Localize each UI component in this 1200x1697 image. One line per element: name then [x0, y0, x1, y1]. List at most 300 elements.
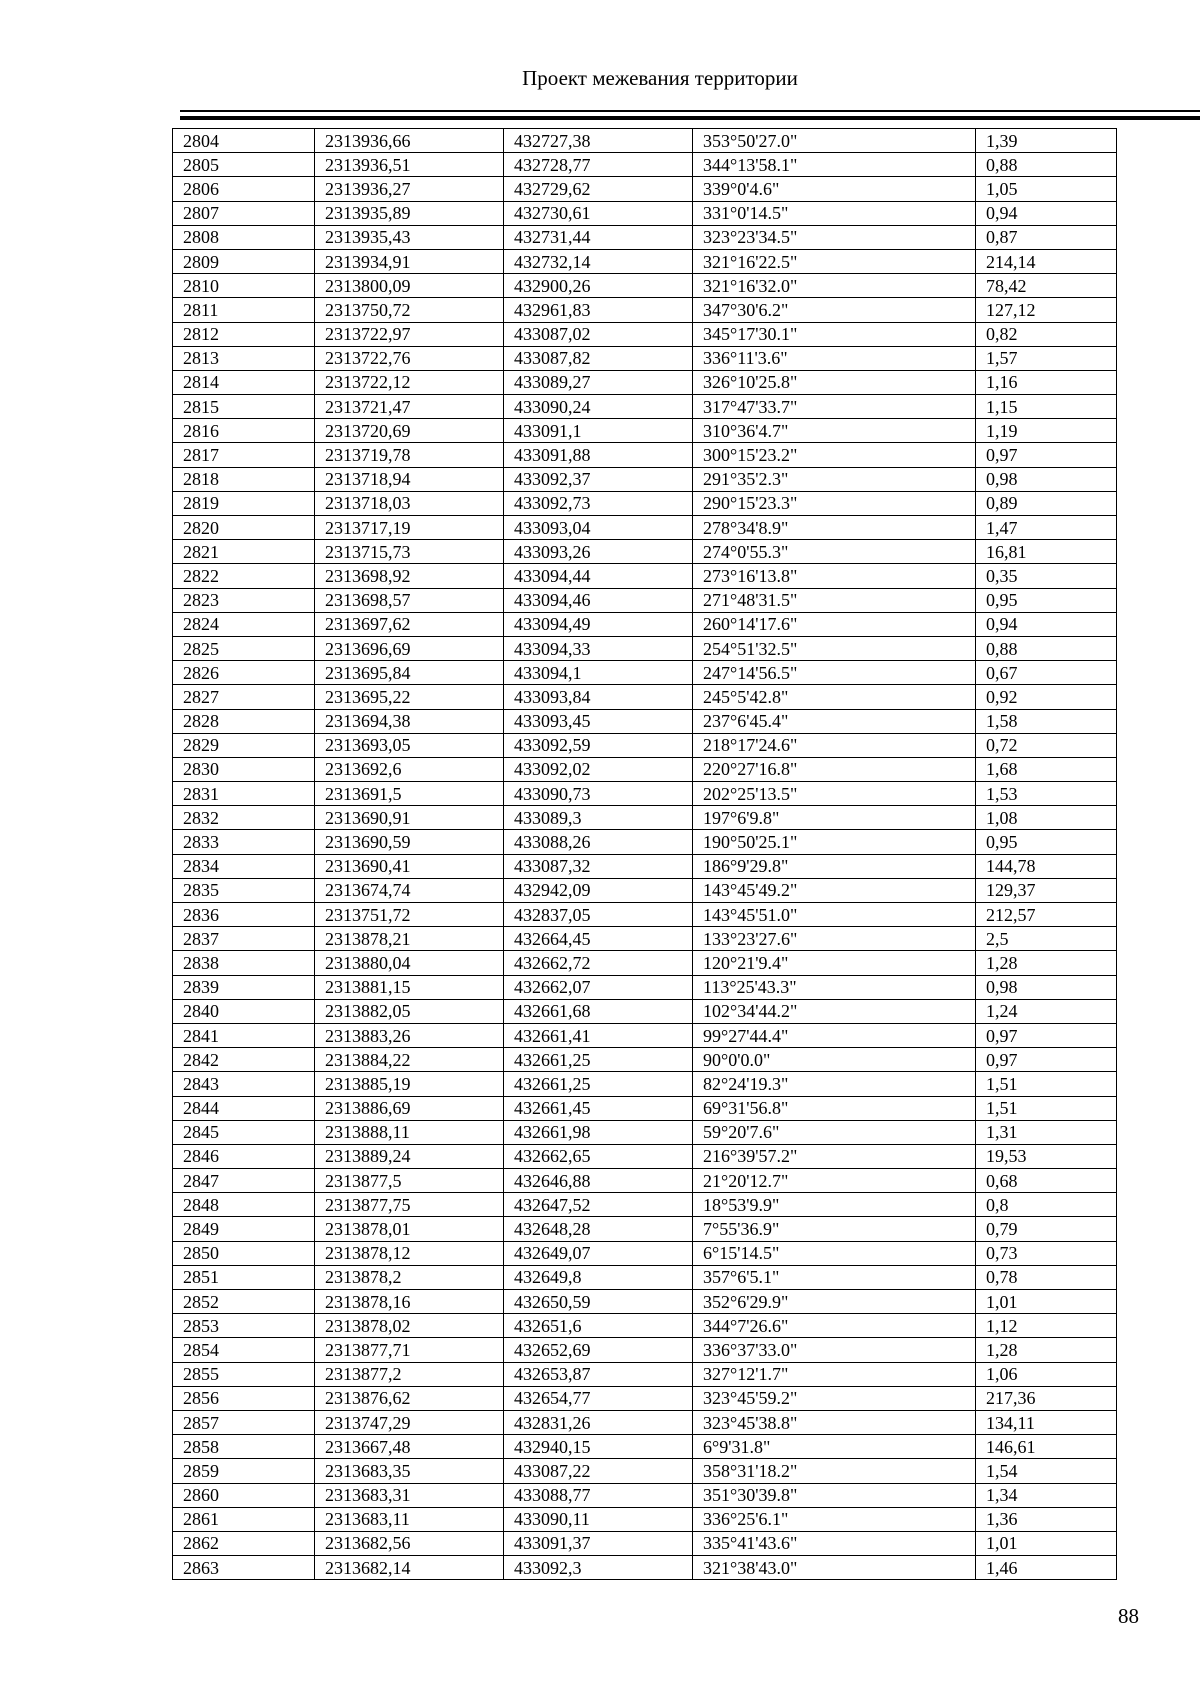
point-number-cell: 2862 [173, 1531, 315, 1555]
table-row [173, 298, 1117, 322]
point-number-cell: 2805 [173, 153, 315, 177]
point-number-cell: 2850 [173, 1241, 315, 1265]
page-number: 88 [1118, 1604, 1139, 1628]
y-coordinate-cell: 432649,8 [504, 1265, 693, 1289]
x-coordinate-cell: 2313878,16 [315, 1290, 504, 1314]
distance-cell: 1,57 [976, 346, 1117, 370]
point-number-cell: 2840 [173, 999, 315, 1023]
x-coordinate-cell: 2313750,72 [315, 298, 504, 322]
table-row [173, 1459, 1117, 1483]
bearing-cell: 143°45'49.2" [693, 878, 976, 902]
y-coordinate-cell: 433094,49 [504, 612, 693, 636]
bearing-cell: 190°50'25.1" [693, 830, 976, 854]
x-coordinate-cell: 2313718,03 [315, 491, 504, 515]
bearing-cell: 344°7'26.6" [693, 1314, 976, 1338]
x-coordinate-cell: 2313674,74 [315, 878, 504, 902]
distance-cell: 1,15 [976, 395, 1117, 419]
point-number-cell: 2839 [173, 975, 315, 999]
x-coordinate-cell: 2313886,69 [315, 1096, 504, 1120]
distance-cell: 0,73 [976, 1241, 1117, 1265]
point-number-cell: 2824 [173, 612, 315, 636]
x-coordinate-cell: 2313718,94 [315, 467, 504, 491]
table-row [173, 395, 1117, 419]
x-coordinate-cell: 2313880,04 [315, 951, 504, 975]
x-coordinate-cell: 2313935,43 [315, 225, 504, 249]
coordinates-table [172, 128, 1117, 1580]
y-coordinate-cell: 433093,84 [504, 685, 693, 709]
y-coordinate-cell: 432728,77 [504, 153, 693, 177]
distance-cell: 214,14 [976, 249, 1117, 273]
point-number-cell: 2817 [173, 443, 315, 467]
y-coordinate-cell: 433089,3 [504, 806, 693, 830]
bearing-cell: 336°37'33.0" [693, 1338, 976, 1362]
table-row [173, 1435, 1117, 1459]
y-coordinate-cell: 433087,02 [504, 322, 693, 346]
distance-cell: 1,28 [976, 1338, 1117, 1362]
x-coordinate-cell: 2313936,51 [315, 153, 504, 177]
point-number-cell: 2828 [173, 709, 315, 733]
y-coordinate-cell: 433087,32 [504, 854, 693, 878]
x-coordinate-cell: 2313697,62 [315, 612, 504, 636]
distance-cell: 1,51 [976, 1096, 1117, 1120]
y-coordinate-cell: 432651,6 [504, 1314, 693, 1338]
distance-cell: 0,88 [976, 153, 1117, 177]
distance-cell: 217,36 [976, 1386, 1117, 1410]
table-row [173, 951, 1117, 975]
table-row [173, 1531, 1117, 1555]
point-number-cell: 2859 [173, 1459, 315, 1483]
bearing-cell: 352°6'29.9" [693, 1290, 976, 1314]
distance-cell: 0,98 [976, 467, 1117, 491]
bearing-cell: 113°25'43.3" [693, 975, 976, 999]
point-number-cell: 2843 [173, 1072, 315, 1096]
table-row [173, 370, 1117, 394]
point-number-cell: 2825 [173, 636, 315, 660]
bearing-cell: 21°20'12.7" [693, 1169, 976, 1193]
bearing-cell: 237°6'45.4" [693, 709, 976, 733]
x-coordinate-cell: 2313667,48 [315, 1435, 504, 1459]
bearing-cell: 358°31'18.2" [693, 1459, 976, 1483]
y-coordinate-cell: 433091,1 [504, 419, 693, 443]
x-coordinate-cell: 2313693,05 [315, 733, 504, 757]
table-row [173, 1386, 1117, 1410]
table-row [173, 1314, 1117, 1338]
y-coordinate-cell: 432664,45 [504, 927, 693, 951]
bearing-cell: 18°53'9.9" [693, 1193, 976, 1217]
table-row [173, 1241, 1117, 1265]
table-row [173, 806, 1117, 830]
x-coordinate-cell: 2313883,26 [315, 1023, 504, 1047]
page-header [0, 66, 1200, 91]
table-row [173, 322, 1117, 346]
table-row [173, 1362, 1117, 1386]
table-row [173, 999, 1117, 1023]
point-number-cell: 2829 [173, 733, 315, 757]
bearing-cell: 327°12'1.7" [693, 1362, 976, 1386]
x-coordinate-cell: 2313878,12 [315, 1241, 504, 1265]
distance-cell: 0,95 [976, 830, 1117, 854]
distance-cell: 1,05 [976, 177, 1117, 201]
bearing-cell: 186°9'29.8" [693, 854, 976, 878]
y-coordinate-cell: 433094,1 [504, 661, 693, 685]
bearing-cell: 6°9'31.8" [693, 1435, 976, 1459]
x-coordinate-cell: 2313751,72 [315, 903, 504, 927]
x-coordinate-cell: 2313690,41 [315, 854, 504, 878]
y-coordinate-cell: 433088,26 [504, 830, 693, 854]
distance-cell: 1,16 [976, 370, 1117, 394]
x-coordinate-cell: 2313691,5 [315, 782, 504, 806]
y-coordinate-cell: 433087,22 [504, 1459, 693, 1483]
distance-cell: 78,42 [976, 274, 1117, 298]
bearing-cell: 335°41'43.6" [693, 1531, 976, 1555]
x-coordinate-cell: 2313683,35 [315, 1459, 504, 1483]
y-coordinate-cell: 432652,69 [504, 1338, 693, 1362]
y-coordinate-cell: 432661,45 [504, 1096, 693, 1120]
point-number-cell: 2832 [173, 806, 315, 830]
point-number-cell: 2822 [173, 564, 315, 588]
y-coordinate-cell: 432730,61 [504, 201, 693, 225]
distance-cell: 0,97 [976, 1048, 1117, 1072]
bearing-cell: 216°39'57.2" [693, 1144, 976, 1168]
distance-cell: 1,31 [976, 1120, 1117, 1144]
bearing-cell: 202°25'13.5" [693, 782, 976, 806]
y-coordinate-cell: 433090,73 [504, 782, 693, 806]
distance-cell: 0,98 [976, 975, 1117, 999]
distance-cell: 1,68 [976, 757, 1117, 781]
table-row [173, 878, 1117, 902]
y-coordinate-cell: 432653,87 [504, 1362, 693, 1386]
point-number-cell: 2851 [173, 1265, 315, 1289]
point-number-cell: 2853 [173, 1314, 315, 1338]
bearing-cell: 310°36'4.7" [693, 419, 976, 443]
x-coordinate-cell: 2313888,11 [315, 1120, 504, 1144]
bearing-cell: 120°21'9.4" [693, 951, 976, 975]
point-number-cell: 2810 [173, 274, 315, 298]
table-row [173, 516, 1117, 540]
table-row [173, 1217, 1117, 1241]
bearing-cell: 326°10'25.8" [693, 370, 976, 394]
bearing-cell: 220°27'16.8" [693, 757, 976, 781]
point-number-cell: 2814 [173, 370, 315, 394]
bearing-cell: 260°14'17.6" [693, 612, 976, 636]
x-coordinate-cell: 2313722,12 [315, 370, 504, 394]
x-coordinate-cell: 2313877,75 [315, 1193, 504, 1217]
point-number-cell: 2820 [173, 516, 315, 540]
y-coordinate-cell: 433090,24 [504, 395, 693, 419]
point-number-cell: 2808 [173, 225, 315, 249]
distance-cell: 0,72 [976, 733, 1117, 757]
distance-cell: 127,12 [976, 298, 1117, 322]
bearing-cell: 339°0'4.6" [693, 177, 976, 201]
y-coordinate-cell: 433094,33 [504, 636, 693, 660]
table-row [173, 201, 1117, 225]
y-coordinate-cell: 432654,77 [504, 1386, 693, 1410]
y-coordinate-cell: 433092,02 [504, 757, 693, 781]
point-number-cell: 2806 [173, 177, 315, 201]
table-row [173, 636, 1117, 660]
y-coordinate-cell: 432729,62 [504, 177, 693, 201]
distance-cell: 0,35 [976, 564, 1117, 588]
y-coordinate-cell: 433088,77 [504, 1483, 693, 1507]
x-coordinate-cell: 2313722,97 [315, 322, 504, 346]
table-row [173, 564, 1117, 588]
x-coordinate-cell: 2313884,22 [315, 1048, 504, 1072]
distance-cell: 0,82 [976, 322, 1117, 346]
table-row [173, 903, 1117, 927]
bearing-cell: 323°23'34.5" [693, 225, 976, 249]
bearing-cell: 291°35'2.3" [693, 467, 976, 491]
x-coordinate-cell: 2313889,24 [315, 1144, 504, 1168]
x-coordinate-cell: 2313690,91 [315, 806, 504, 830]
distance-cell: 0,97 [976, 1023, 1117, 1047]
point-number-cell: 2813 [173, 346, 315, 370]
distance-cell: 1,01 [976, 1531, 1117, 1555]
y-coordinate-cell: 433090,11 [504, 1507, 693, 1531]
point-number-cell: 2847 [173, 1169, 315, 1193]
distance-cell: 1,28 [976, 951, 1117, 975]
y-coordinate-cell: 433091,88 [504, 443, 693, 467]
x-coordinate-cell: 2313719,78 [315, 443, 504, 467]
distance-cell: 0,78 [976, 1265, 1117, 1289]
distance-cell: 0,68 [976, 1169, 1117, 1193]
bearing-cell: 7°55'36.9" [693, 1217, 976, 1241]
point-number-cell: 2833 [173, 830, 315, 854]
x-coordinate-cell: 2313936,27 [315, 177, 504, 201]
page-title: Проект межевания территории [522, 66, 798, 90]
bearing-cell: 59°20'7.6" [693, 1120, 976, 1144]
point-number-cell: 2827 [173, 685, 315, 709]
bearing-cell: 353°50'27.0" [693, 129, 976, 153]
y-coordinate-cell: 432647,52 [504, 1193, 693, 1217]
x-coordinate-cell: 2313694,38 [315, 709, 504, 733]
bearing-cell: 357°6'5.1" [693, 1265, 976, 1289]
table-row [173, 612, 1117, 636]
table-row [173, 1265, 1117, 1289]
header-rule-thin [180, 110, 1200, 112]
y-coordinate-cell: 433094,46 [504, 588, 693, 612]
table-row [173, 854, 1117, 878]
table-row [173, 467, 1117, 491]
y-coordinate-cell: 433093,45 [504, 709, 693, 733]
point-number-cell: 2830 [173, 757, 315, 781]
x-coordinate-cell: 2313885,19 [315, 1072, 504, 1096]
distance-cell: 0,95 [976, 588, 1117, 612]
point-number-cell: 2856 [173, 1386, 315, 1410]
distance-cell: 129,37 [976, 878, 1117, 902]
x-coordinate-cell: 2313878,01 [315, 1217, 504, 1241]
bearing-cell: 6°15'14.5" [693, 1241, 976, 1265]
distance-cell: 1,51 [976, 1072, 1117, 1096]
point-number-cell: 2852 [173, 1290, 315, 1314]
y-coordinate-cell: 433092,73 [504, 491, 693, 515]
x-coordinate-cell: 2313882,05 [315, 999, 504, 1023]
y-coordinate-cell: 432646,88 [504, 1169, 693, 1193]
x-coordinate-cell: 2313722,76 [315, 346, 504, 370]
point-number-cell: 2812 [173, 322, 315, 346]
table-row [173, 1144, 1117, 1168]
x-coordinate-cell: 2313936,66 [315, 129, 504, 153]
bearing-cell: 133°23'27.6" [693, 927, 976, 951]
point-number-cell: 2855 [173, 1362, 315, 1386]
table-row [173, 491, 1117, 515]
distance-cell: 0,94 [976, 201, 1117, 225]
bearing-cell: 197°6'9.8" [693, 806, 976, 830]
point-number-cell: 2854 [173, 1338, 315, 1362]
x-coordinate-cell: 2313683,11 [315, 1507, 504, 1531]
y-coordinate-cell: 432837,05 [504, 903, 693, 927]
x-coordinate-cell: 2313877,5 [315, 1169, 504, 1193]
point-number-cell: 2836 [173, 903, 315, 927]
x-coordinate-cell: 2313720,69 [315, 419, 504, 443]
distance-cell: 1,34 [976, 1483, 1117, 1507]
distance-cell: 0,8 [976, 1193, 1117, 1217]
point-number-cell: 2838 [173, 951, 315, 975]
y-coordinate-cell: 432900,26 [504, 274, 693, 298]
x-coordinate-cell: 2313717,19 [315, 516, 504, 540]
bearing-cell: 300°15'23.2" [693, 443, 976, 467]
distance-cell: 1,01 [976, 1290, 1117, 1314]
bearing-cell: 254°51'32.5" [693, 636, 976, 660]
table-row [173, 927, 1117, 951]
point-number-cell: 2860 [173, 1483, 315, 1507]
bearing-cell: 321°16'22.5" [693, 249, 976, 273]
x-coordinate-cell: 2313715,73 [315, 540, 504, 564]
x-coordinate-cell: 2313934,91 [315, 249, 504, 273]
x-coordinate-cell: 2313876,62 [315, 1386, 504, 1410]
bearing-cell: 99°27'44.4" [693, 1023, 976, 1047]
distance-cell: 134,11 [976, 1410, 1117, 1434]
table-row [173, 661, 1117, 685]
distance-cell: 1,24 [976, 999, 1117, 1023]
distance-cell: 2,5 [976, 927, 1117, 951]
distance-cell: 1,12 [976, 1314, 1117, 1338]
table-row [173, 153, 1117, 177]
table-row [173, 443, 1117, 467]
x-coordinate-cell: 2313721,47 [315, 395, 504, 419]
bearing-cell: 278°34'8.9" [693, 516, 976, 540]
bearing-cell: 290°15'23.3" [693, 491, 976, 515]
table-row [173, 540, 1117, 564]
bearing-cell: 274°0'55.3" [693, 540, 976, 564]
x-coordinate-cell: 2313682,14 [315, 1556, 504, 1580]
header-rule-thick [180, 116, 1200, 120]
y-coordinate-cell: 432649,07 [504, 1241, 693, 1265]
y-coordinate-cell: 433089,27 [504, 370, 693, 394]
distance-cell: 1,06 [976, 1362, 1117, 1386]
y-coordinate-cell: 433092,37 [504, 467, 693, 491]
point-number-cell: 2846 [173, 1144, 315, 1168]
table-row [173, 1290, 1117, 1314]
y-coordinate-cell: 433092,3 [504, 1556, 693, 1580]
point-number-cell: 2818 [173, 467, 315, 491]
bearing-cell: 247°14'56.5" [693, 661, 976, 685]
x-coordinate-cell: 2313877,2 [315, 1362, 504, 1386]
bearing-cell: 102°34'44.2" [693, 999, 976, 1023]
y-coordinate-cell: 433087,82 [504, 346, 693, 370]
coordinates-table-body [173, 129, 1117, 1580]
x-coordinate-cell: 2313878,02 [315, 1314, 504, 1338]
table-row [173, 177, 1117, 201]
bearing-cell: 245°5'42.8" [693, 685, 976, 709]
table-row [173, 709, 1117, 733]
point-number-cell: 2842 [173, 1048, 315, 1072]
y-coordinate-cell: 432661,25 [504, 1072, 693, 1096]
distance-cell: 1,08 [976, 806, 1117, 830]
point-number-cell: 2848 [173, 1193, 315, 1217]
bearing-cell: 344°13'58.1" [693, 153, 976, 177]
bearing-cell: 321°16'32.0" [693, 274, 976, 298]
table-row [173, 1483, 1117, 1507]
table-row [173, 782, 1117, 806]
x-coordinate-cell: 2313698,57 [315, 588, 504, 612]
y-coordinate-cell: 432662,65 [504, 1144, 693, 1168]
x-coordinate-cell: 2313696,69 [315, 636, 504, 660]
y-coordinate-cell: 432661,41 [504, 1023, 693, 1047]
point-number-cell: 2811 [173, 298, 315, 322]
table-row [173, 225, 1117, 249]
bearing-cell: 321°38'43.0" [693, 1556, 976, 1580]
point-number-cell: 2821 [173, 540, 315, 564]
distance-cell: 1,46 [976, 1556, 1117, 1580]
distance-cell: 1,36 [976, 1507, 1117, 1531]
y-coordinate-cell: 433093,26 [504, 540, 693, 564]
table-row [173, 685, 1117, 709]
x-coordinate-cell: 2313690,59 [315, 830, 504, 854]
x-coordinate-cell: 2313682,56 [315, 1531, 504, 1555]
distance-cell: 1,58 [976, 709, 1117, 733]
y-coordinate-cell: 432731,44 [504, 225, 693, 249]
y-coordinate-cell: 433094,44 [504, 564, 693, 588]
y-coordinate-cell: 432648,28 [504, 1217, 693, 1241]
distance-cell: 1,54 [976, 1459, 1117, 1483]
distance-cell: 0,79 [976, 1217, 1117, 1241]
bearing-cell: 82°24'19.3" [693, 1072, 976, 1096]
distance-cell: 1,53 [976, 782, 1117, 806]
table-row [173, 249, 1117, 273]
point-number-cell: 2858 [173, 1435, 315, 1459]
distance-cell: 146,61 [976, 1435, 1117, 1459]
y-coordinate-cell: 433091,37 [504, 1531, 693, 1555]
table-row [173, 419, 1117, 443]
bearing-cell: 317°47'33.7" [693, 395, 976, 419]
bearing-cell: 273°16'13.8" [693, 564, 976, 588]
distance-cell: 16,81 [976, 540, 1117, 564]
y-coordinate-cell: 432662,07 [504, 975, 693, 999]
table-row [173, 975, 1117, 999]
table-row [173, 1169, 1117, 1193]
x-coordinate-cell: 2313881,15 [315, 975, 504, 999]
point-number-cell: 2837 [173, 927, 315, 951]
x-coordinate-cell: 2313695,84 [315, 661, 504, 685]
table-row [173, 1193, 1117, 1217]
point-number-cell: 2845 [173, 1120, 315, 1144]
bearing-cell: 336°11'3.6" [693, 346, 976, 370]
bearing-cell: 345°17'30.1" [693, 322, 976, 346]
x-coordinate-cell: 2313878,2 [315, 1265, 504, 1289]
y-coordinate-cell: 432661,25 [504, 1048, 693, 1072]
point-number-cell: 2857 [173, 1410, 315, 1434]
table-row [173, 733, 1117, 757]
point-number-cell: 2849 [173, 1217, 315, 1241]
bearing-cell: 69°31'56.8" [693, 1096, 976, 1120]
table-row [173, 588, 1117, 612]
bearing-cell: 90°0'0.0" [693, 1048, 976, 1072]
table-row [173, 1048, 1117, 1072]
point-number-cell: 2841 [173, 1023, 315, 1047]
y-coordinate-cell: 432650,59 [504, 1290, 693, 1314]
table-row [173, 1096, 1117, 1120]
x-coordinate-cell: 2313695,22 [315, 685, 504, 709]
